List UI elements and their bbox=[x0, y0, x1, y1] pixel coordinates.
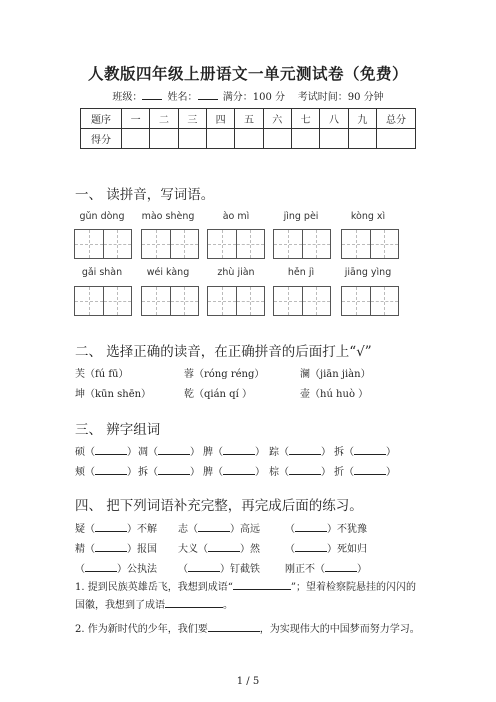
idiom-item[interactable] bbox=[75, 560, 157, 575]
idiom-item[interactable] bbox=[75, 520, 157, 535]
writing-grid[interactable] bbox=[207, 286, 265, 316]
reading-option[interactable]: 壶（hú huò ） bbox=[300, 389, 369, 400]
q1-text-a: 1. 提到民族英雄岳飞，我想到成语“ bbox=[75, 582, 233, 593]
answer-blank[interactable] bbox=[223, 465, 255, 475]
writing-grid[interactable] bbox=[207, 229, 265, 259]
paren-close: ） bbox=[321, 447, 331, 458]
pinyin-label: kòng xì bbox=[350, 211, 386, 222]
q1-text-b: ”；望着检察院悬挂的闪闪的 bbox=[290, 582, 416, 593]
score-cell[interactable] bbox=[291, 129, 319, 149]
word-group-item[interactable] bbox=[138, 443, 200, 458]
q2-text-a: 2. 作为新时代的少年，我们要 bbox=[75, 624, 208, 635]
pinyin-label: hěn jì bbox=[287, 267, 315, 278]
paren-close: ） bbox=[386, 467, 396, 478]
reading-option[interactable]: 乾（qián qí ） bbox=[184, 389, 252, 400]
char-label: 脾（ bbox=[203, 447, 223, 458]
answer-blank[interactable] bbox=[95, 522, 127, 532]
pinyin-label: jìng pèi bbox=[283, 211, 319, 222]
score-header-cell: 九 bbox=[348, 109, 376, 129]
writing-grid[interactable] bbox=[273, 286, 331, 316]
q2-text-b: ，为实现伟大的中国梦而努力学习。 bbox=[259, 624, 420, 635]
answer-blank[interactable] bbox=[85, 562, 117, 572]
answer-blank[interactable] bbox=[289, 465, 321, 475]
idiom-post: ）报国 bbox=[127, 544, 157, 555]
score-cell[interactable] bbox=[150, 129, 178, 149]
pinyin-label: ào mì bbox=[222, 211, 250, 222]
idiom-pre: 精（ bbox=[75, 544, 95, 555]
answer-blank[interactable] bbox=[354, 465, 386, 475]
score-header-cell: 六 bbox=[263, 109, 291, 129]
page-number: 1 / 5 bbox=[236, 676, 260, 687]
page-title: 人教版四年级上册语文一单元测试卷（免费） bbox=[87, 64, 408, 83]
idiom-pre: 疑（ bbox=[75, 524, 95, 535]
idiom-post: ）不解 bbox=[127, 524, 157, 535]
exam-time: 考试时间：90 分钟 bbox=[297, 92, 384, 103]
word-group-item[interactable] bbox=[269, 463, 331, 478]
answer-blank[interactable] bbox=[354, 445, 386, 455]
writing-grid[interactable] bbox=[273, 229, 331, 259]
full-score: 满分：100 分 bbox=[222, 92, 285, 103]
idiom-pre: （ bbox=[285, 524, 295, 535]
answer-blank[interactable] bbox=[198, 522, 230, 532]
writing-grid[interactable] bbox=[141, 229, 199, 259]
name-blank bbox=[198, 90, 218, 100]
answer-blank[interactable] bbox=[165, 598, 223, 608]
paren-close: ） bbox=[255, 447, 265, 458]
score-cell[interactable] bbox=[320, 129, 348, 149]
score-header-cell: 八 bbox=[320, 109, 348, 129]
score-header-cell: 三 bbox=[178, 109, 206, 129]
score-header-cell: 七 bbox=[291, 109, 319, 129]
idiom-post: ）钉截铁 bbox=[220, 564, 260, 575]
char-label: 踪（ bbox=[269, 447, 289, 458]
answer-blank[interactable] bbox=[289, 445, 321, 455]
idiom-item[interactable] bbox=[285, 540, 367, 555]
idiom-post: ）不犹豫 bbox=[327, 524, 367, 535]
char-label: 拆（ bbox=[334, 447, 354, 458]
answer-blank[interactable] bbox=[188, 562, 220, 572]
score-cell[interactable] bbox=[122, 129, 150, 149]
paren-close: ） bbox=[190, 447, 200, 458]
score-cell[interactable] bbox=[377, 129, 416, 149]
score-header-cell: 四 bbox=[206, 109, 234, 129]
class-label: 班级： bbox=[112, 92, 143, 103]
paren-close: ） bbox=[127, 467, 137, 478]
answer-blank[interactable] bbox=[208, 622, 260, 632]
idiom-pre: （ bbox=[75, 564, 85, 575]
idiom-pre: （ bbox=[178, 564, 188, 575]
paren-close: ） bbox=[255, 467, 265, 478]
question-1 bbox=[75, 579, 425, 615]
char-label: 脾（ bbox=[203, 467, 223, 478]
score-cell[interactable] bbox=[263, 129, 291, 149]
writing-grid[interactable] bbox=[74, 229, 132, 259]
score-cell[interactable] bbox=[178, 129, 206, 149]
answer-blank[interactable] bbox=[295, 522, 327, 532]
score-cell[interactable] bbox=[206, 129, 234, 149]
answer-blank[interactable] bbox=[95, 542, 127, 552]
char-label: 凋（ bbox=[138, 447, 158, 458]
score-header-cell: 五 bbox=[235, 109, 263, 129]
pinyin-label: wéi kàng bbox=[146, 267, 190, 278]
answer-blank[interactable] bbox=[158, 465, 190, 475]
word-group-item[interactable] bbox=[334, 443, 396, 458]
score-row bbox=[81, 129, 416, 149]
char-label: 棕（ bbox=[269, 467, 289, 478]
paren-close: ） bbox=[386, 447, 396, 458]
writing-grid[interactable] bbox=[74, 286, 132, 316]
idiom-post: ）公执法 bbox=[117, 564, 157, 575]
section-3-heading: 三、 辨字组词 bbox=[75, 422, 161, 438]
idiom-post: ）高远 bbox=[230, 524, 260, 535]
idiom-item[interactable] bbox=[178, 520, 260, 535]
score-table bbox=[80, 108, 416, 149]
answer-blank[interactable] bbox=[95, 465, 127, 475]
paren-close: ） bbox=[127, 447, 137, 458]
writing-grid[interactable] bbox=[341, 229, 399, 259]
class-blank bbox=[142, 90, 162, 100]
section-2-heading: 二、 选择正确的读音，在正确拼音的后面打上“√” bbox=[75, 344, 372, 360]
pinyin-label: gǔn dòng bbox=[79, 211, 125, 222]
pinyin-label: jiāng yìng bbox=[344, 267, 392, 278]
score-cell[interactable] bbox=[348, 129, 376, 149]
question-2 bbox=[75, 621, 425, 639]
answer-blank[interactable] bbox=[295, 542, 327, 552]
name-label: 姓名： bbox=[167, 92, 198, 103]
score-header-cell: 一 bbox=[122, 109, 150, 129]
paren-close: ） bbox=[321, 467, 331, 478]
q1-text-d: 。 bbox=[223, 600, 233, 611]
idiom-item[interactable] bbox=[75, 540, 157, 555]
char-label: 拆（ bbox=[138, 467, 158, 478]
score-header-cell: 总分 bbox=[377, 109, 416, 129]
pinyin-label: gǎi shàn bbox=[81, 267, 123, 278]
char-label: 折（ bbox=[334, 467, 354, 478]
section-4-heading: 四、 把下列词语补充完整，再完成后面的练习。 bbox=[75, 498, 363, 514]
idiom-post: ） bbox=[357, 564, 367, 575]
idiom-item[interactable] bbox=[178, 540, 260, 555]
q1-text-c: 国徽，我想到了成语 bbox=[75, 600, 165, 611]
score-header-cell: 题序 bbox=[81, 109, 122, 129]
idiom-item[interactable] bbox=[178, 560, 260, 575]
score-row-label: 得分 bbox=[81, 129, 122, 149]
reading-option[interactable]: 芙（fú fū） bbox=[75, 369, 129, 380]
pinyin-label: zhù jiàn bbox=[217, 267, 255, 278]
idiom-item[interactable] bbox=[285, 520, 367, 535]
answer-blank[interactable] bbox=[95, 445, 127, 455]
exam-info bbox=[0, 88, 496, 103]
reading-option[interactable]: 蓉（róng réng） bbox=[184, 369, 265, 380]
idiom-pre: 志（ bbox=[178, 524, 198, 535]
reading-option[interactable]: 澜（jiān jiàn） bbox=[300, 369, 371, 380]
char-label: 硕（ bbox=[75, 447, 95, 458]
idiom-post: ）然 bbox=[240, 544, 260, 555]
section-1-heading: 一、 读拼音，写词语。 bbox=[75, 187, 215, 203]
word-group-item[interactable] bbox=[138, 463, 200, 478]
answer-blank[interactable] bbox=[223, 445, 255, 455]
answer-blank[interactable] bbox=[208, 542, 240, 552]
word-group-item[interactable] bbox=[334, 463, 396, 478]
pinyin-label: mào shèng bbox=[141, 211, 195, 222]
score-header-row bbox=[81, 109, 416, 129]
word-group-item[interactable] bbox=[75, 443, 137, 458]
writing-grid[interactable] bbox=[341, 286, 399, 316]
word-group-item[interactable] bbox=[203, 443, 265, 458]
answer-blank[interactable] bbox=[158, 445, 190, 455]
score-cell[interactable] bbox=[235, 129, 263, 149]
idiom-pre: 刚正不（ bbox=[285, 564, 325, 575]
writing-grid[interactable] bbox=[141, 286, 199, 316]
idiom-pre: （ bbox=[285, 544, 295, 555]
word-group-item[interactable] bbox=[75, 463, 137, 478]
idiom-pre: 大义（ bbox=[178, 544, 208, 555]
score-header-cell: 二 bbox=[150, 109, 178, 129]
idiom-post: ）死如归 bbox=[327, 544, 367, 555]
word-group-item[interactable] bbox=[269, 443, 331, 458]
reading-option[interactable]: 坤（kūn shēn） bbox=[75, 389, 152, 400]
char-label: 颊（ bbox=[75, 467, 95, 478]
idiom-item[interactable] bbox=[285, 560, 367, 575]
answer-blank[interactable] bbox=[325, 562, 357, 572]
word-group-item[interactable] bbox=[203, 463, 265, 478]
answer-blank[interactable] bbox=[233, 580, 291, 590]
paren-close: ） bbox=[190, 467, 200, 478]
